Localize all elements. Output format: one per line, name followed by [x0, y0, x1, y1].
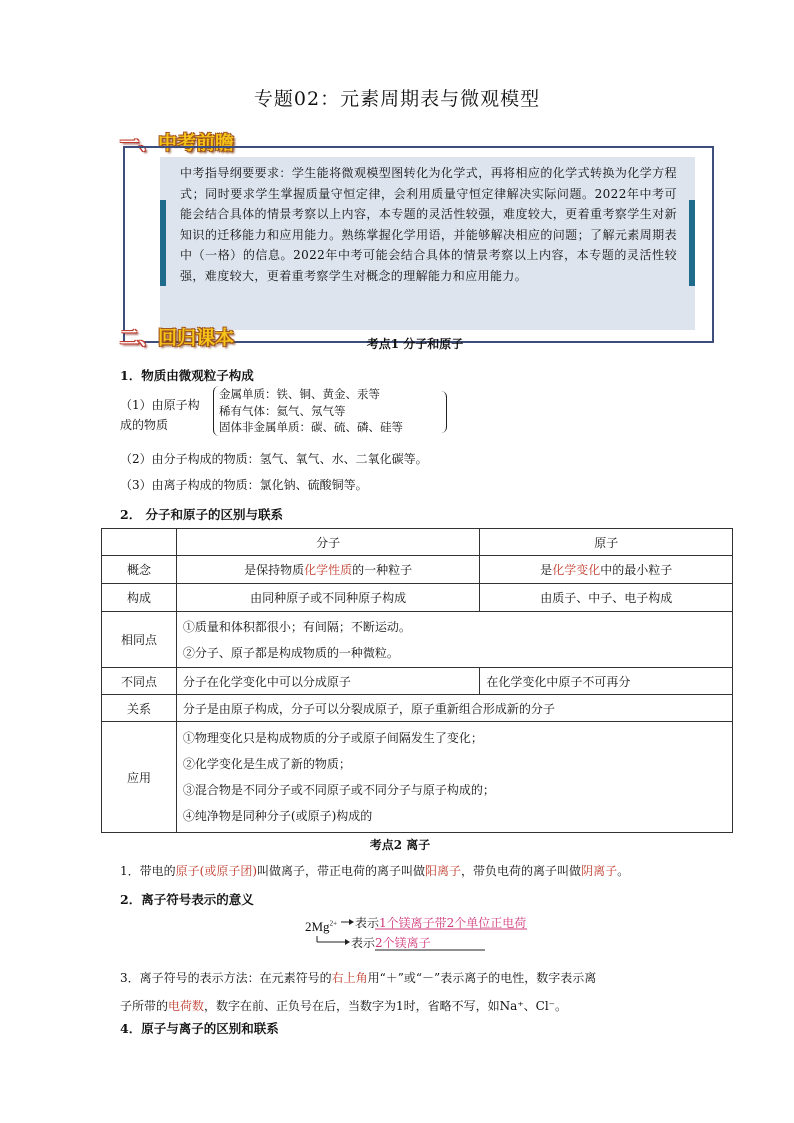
table-row: [102, 529, 733, 556]
table-header: 分子: [176, 529, 479, 556]
atoms-lead-line1: （1）由原子构: [120, 398, 200, 412]
cell-line: ①质量和体积都很小；有间隔；不断运动。: [182, 619, 411, 634]
table-row: [102, 695, 733, 722]
text: ，带负电荷的离子叫做: [461, 864, 582, 878]
table-row: [102, 668, 733, 695]
list-item: 金属单质：铁、铜、黄金、汞等: [219, 387, 380, 401]
cell-line: ④纯净物是同种分子(或原子)构成的: [182, 809, 373, 823]
cell-line: ②分子、原子都是构成物质的一种微粒。: [182, 645, 399, 660]
cell-text: 是保持物质: [244, 563, 305, 577]
intro-accent-left: [160, 200, 166, 286]
table-cell: 由同种原子或不同种原子构成: [176, 584, 479, 612]
right-brace: [440, 391, 447, 433]
table-cell: 由质子、中子、电子构成: [480, 584, 733, 612]
cell-text: 的一种粒子: [352, 563, 413, 577]
text: 。: [617, 864, 630, 878]
table-cell: [480, 556, 733, 584]
highlight: 阳离子: [425, 864, 462, 878]
page-title: 专题02：元素周期表与微观模型: [253, 88, 541, 110]
keypoint-heading: 考点2 离子: [369, 838, 431, 852]
row-label: 应用: [102, 722, 177, 833]
row-label: 关系: [102, 695, 177, 722]
list-item: 固体非金属单质：碳、硫、磷、硅等: [219, 420, 403, 434]
section-label: 回归课本: [158, 327, 235, 349]
highlight: 电荷数: [168, 999, 205, 1013]
row-label: 构成: [102, 584, 177, 612]
highlight: 右上角: [331, 971, 368, 985]
intro-text: 中考指导纲要要求：学生能将微观模型图转化为化学式，再将相应的化学式转换为化学方程式；同时要求学生掌握质量守恒定律，会利用质量守恒定律解决实际问题。2022年中考可能会结合具体的情景考察以上内容，本专题的灵活性较强，难度较大，更着重考察学生对新知识的迁移能力和应用能力。熟练掌握化学用语，并能够解决相应的问题；了解元素周期表中（一格）的信息。2022年中考可能会结合具体的情景考察以上内容，本专题的灵活性较强，难度较大，更着重考察学生对概念的理解能力和应用能力。: [180, 166, 677, 283]
table-cell: 分子在化学变化中可以分成原子: [176, 668, 479, 695]
ion-substances: （3）由离子构成的物质：氯化钠、硫酸铜等。: [120, 478, 368, 492]
table-cell: [176, 556, 479, 584]
meaning-prefix: 表示: [351, 936, 376, 950]
text: 叫做离子，带正电荷的离子叫做: [257, 864, 426, 878]
cell-highlight: 化学变化: [552, 563, 601, 577]
meaning-text: 1个镁离子带2个单位正电荷: [379, 916, 527, 930]
meaning-prefix: 表示: [355, 916, 380, 930]
ion-symbol-text: 2Mg: [305, 919, 330, 934]
table-cell: 分子是由原子构成，分子可以分裂成原子，原子重新组合形成新的分子: [176, 695, 732, 722]
row-label: 相同点: [102, 612, 177, 668]
table-cell: 在化学变化中原子不可再分: [480, 668, 733, 695]
section-banner-review: [120, 323, 234, 350]
comparison-table: [101, 528, 733, 833]
text: 用“＋”或“－”表示离子的电性，数字表示离: [367, 971, 597, 985]
ion-symbol-diagram: [305, 912, 545, 956]
table-row: [102, 584, 733, 612]
table-header: 原子: [480, 529, 733, 556]
row-label: 概念: [102, 556, 177, 584]
section-label: 中考前瞻: [158, 132, 235, 154]
subheading: 2． 分子和原子的区别与联系: [120, 507, 284, 522]
text: 3．离子符号的表示方法：在元素符号的: [120, 971, 332, 985]
intro-accent-right: [689, 200, 695, 286]
list-item: 稀有气体：氦气、氖气等: [219, 403, 346, 418]
table-cell: [102, 529, 177, 556]
cell-text: 是: [540, 563, 553, 577]
ion-charge: 2+: [329, 919, 338, 928]
paragraph-ion-definition: [120, 862, 629, 879]
table-cell: [176, 612, 732, 668]
cell-text: 中的最小粒子: [600, 563, 673, 577]
subheading: 1．物质由微观粒子构成: [120, 368, 254, 383]
cell-highlight: 化学性质: [304, 563, 353, 577]
atoms-list: [219, 386, 403, 436]
subheading: 2．离子符号表示的意义: [120, 892, 254, 907]
text: ，数字在前、正负号在后，当数字为1时，省略不写，如Na⁺、Cl⁻。: [204, 999, 568, 1013]
atoms-lead: [120, 395, 200, 435]
molecule-substances: （2）由分子构成的物质：氢气、氧气、水、二氧化碳等。: [120, 452, 428, 466]
text: 子所带的: [120, 999, 169, 1013]
cell-line: ①物理变化只是构成物质的分子或原子间隔发生了变化；: [182, 731, 483, 745]
highlight: 原子(或原子团): [175, 864, 258, 878]
highlight: 阴离子: [581, 864, 618, 878]
keypoint-heading: 考点1 分子和原子: [366, 337, 464, 351]
text: 1．带电的: [120, 864, 176, 878]
table-row: [102, 556, 733, 584]
paragraph-ion-notation: [120, 964, 720, 1020]
cell-line: ③混合物是不同分子或不同原子或不同分子与原子构成的；: [182, 783, 495, 797]
row-label: 不同点: [102, 668, 177, 695]
atoms-lead-line2: 成的物质: [120, 418, 169, 432]
meaning-line-2: [351, 934, 431, 951]
meaning-line-1: [355, 914, 526, 931]
subheading: 4．原子与离子的区别和联系: [120, 1021, 279, 1036]
table-row: [102, 612, 733, 668]
table-row: [102, 722, 733, 833]
section-number: 二、: [120, 327, 159, 349]
table-cell: [176, 722, 732, 833]
cell-line: ②化学变化是生成了新的物质；: [182, 757, 351, 771]
meaning-text: 2个镁离子: [375, 936, 431, 950]
section-number: 一、: [120, 132, 159, 154]
